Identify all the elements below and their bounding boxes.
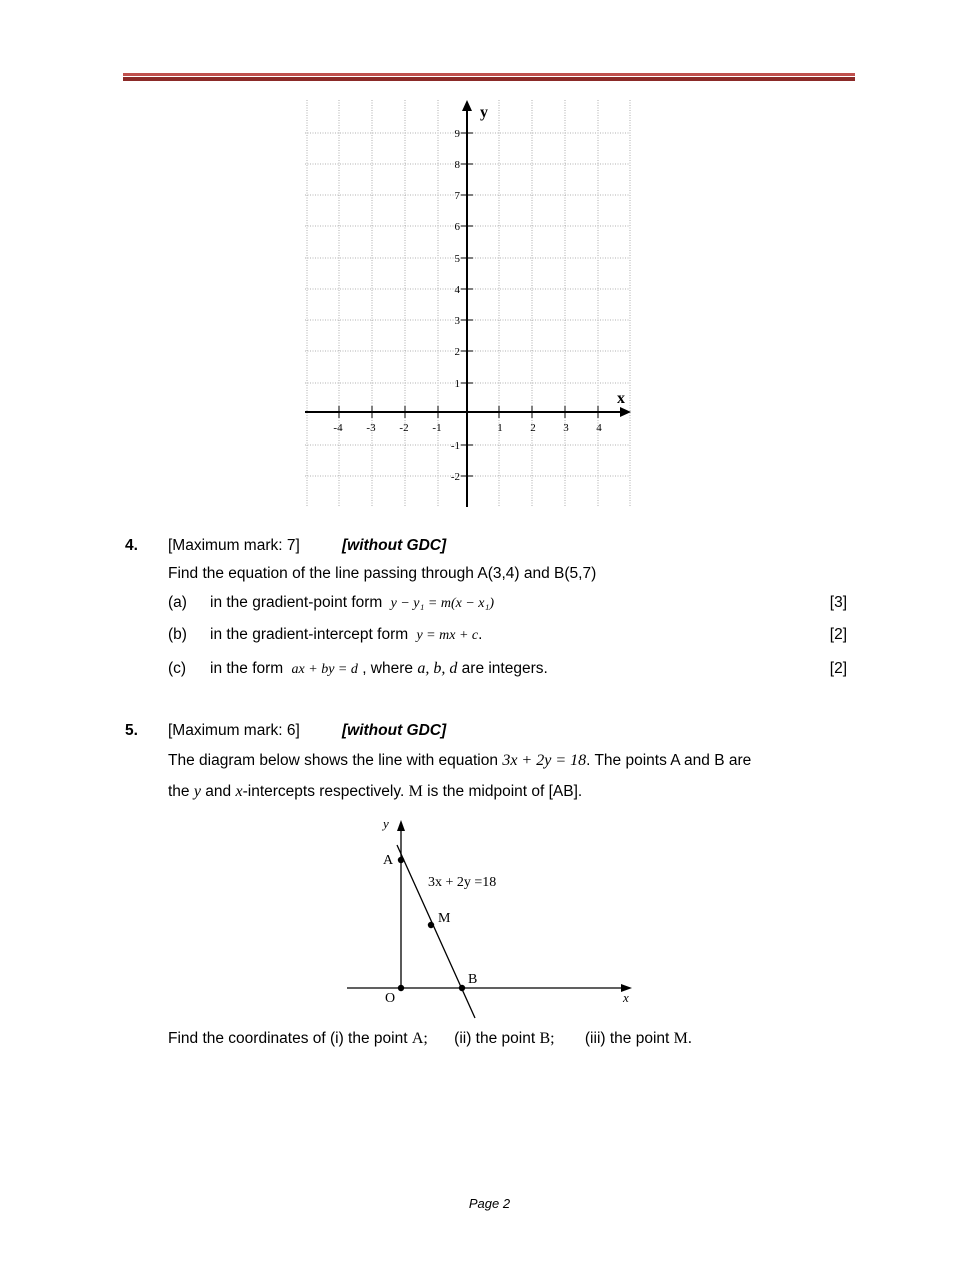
y-tick-label: 5	[454, 253, 460, 265]
q5-equation-label: 3x + 2y =18	[428, 875, 497, 890]
q5-line2-x: x	[235, 783, 243, 800]
q5-equation: 3x + 2y = 18	[502, 752, 587, 769]
q4a-label: (a)	[168, 594, 187, 611]
q4c-text	[210, 660, 548, 678]
q5-line-diagram	[340, 812, 640, 1024]
q5-line2	[168, 783, 582, 801]
y-tick-label: 4	[454, 284, 460, 296]
q5-line	[397, 845, 478, 1018]
q5-line2-a: the	[168, 783, 190, 800]
q5-b-label: B	[468, 972, 478, 987]
q4c-math: ax + by = d	[291, 662, 358, 677]
x-tick-label: -4	[333, 422, 343, 434]
q5-find-b-point: B;	[539, 1030, 555, 1047]
q4c-mark: [2]	[829, 660, 847, 677]
q5-m-label: M	[438, 911, 451, 926]
header-rule	[123, 73, 855, 76]
x-tick-label: 2	[530, 422, 536, 434]
q5-point-b	[459, 985, 465, 991]
q4c-tail2: are integers.	[461, 660, 548, 677]
q5-x-label: x	[623, 990, 629, 1005]
q4c-tail: , where	[362, 660, 414, 677]
x-tick-label: -1	[432, 422, 442, 434]
q5-find-a-point: A;	[411, 1030, 428, 1047]
x-tick-label: -3	[366, 422, 376, 434]
q4c-label: (c)	[168, 660, 187, 677]
q5-find-b: (ii) the point	[454, 1030, 536, 1047]
y-tick-label: 8	[454, 159, 460, 171]
q4b-description: in the gradient-intercept form	[210, 626, 409, 643]
q4a-math: y − y₁ = m(x − x₁)	[390, 596, 495, 611]
x-axis-label: x	[617, 390, 625, 407]
y-tick-label: -2	[450, 471, 460, 483]
q5-line2-y: y	[193, 783, 201, 800]
q5-a-label: A	[383, 853, 394, 868]
q5-line1-a: The diagram below shows the line with equation	[168, 752, 498, 769]
y-axis-arrow-icon	[462, 100, 472, 111]
q5-gdc: [without GDC]	[342, 722, 447, 739]
q4c-vars: a, b, d	[417, 660, 458, 677]
x-tick-label: 1	[497, 422, 503, 434]
q4-max-mark: [Maximum mark: 7]	[168, 537, 300, 554]
q5-find-c-point: M.	[673, 1030, 692, 1047]
y-tick-label: 3	[454, 315, 460, 327]
q5-find-a: Find the coordinates of (i) the point	[168, 1030, 408, 1047]
q4-intro: Find the equation of the line passing through A(3,4) and B(5,7)	[168, 565, 597, 582]
y-axis-label: y	[480, 104, 488, 121]
y-tick-label: 7	[454, 190, 460, 202]
q4a-description: in the gradient-point form	[210, 594, 383, 611]
y-tick-label: 9	[454, 128, 460, 140]
q5-find	[168, 1030, 692, 1048]
y-tick-label: 1	[454, 378, 460, 390]
q4b-math: y = mx + c	[416, 628, 479, 643]
q4-number: 4.	[125, 537, 138, 554]
x-axis-arrow-icon	[620, 407, 631, 417]
q5-point-a	[398, 857, 404, 863]
q5-y-arrow-icon	[397, 820, 405, 831]
header-rule-dark	[123, 77, 855, 81]
q4-gdc: [without GDC]	[342, 537, 447, 554]
y-tick-label: 2	[454, 346, 460, 358]
q4b-mark: [2]	[829, 626, 847, 643]
y-tick-label: 6	[454, 221, 460, 233]
q5-line2-c: -intercepts respectively.	[242, 783, 405, 800]
q4b-label: (b)	[168, 626, 187, 643]
q4a-text	[210, 594, 494, 612]
q5-line2-m: M	[408, 783, 423, 800]
q4b-text	[210, 626, 482, 644]
q4a-mark: [3]	[829, 594, 847, 611]
coordinate-grid	[300, 95, 640, 515]
q4b-tail: .	[478, 626, 483, 643]
q5-point-m	[428, 922, 434, 928]
q5-line1-b: . The points A and B are	[586, 752, 752, 769]
page-footer: Page 2	[468, 1196, 511, 1211]
q5-line2-d: is the midpoint of [AB].	[427, 783, 583, 800]
x-tick-label: -2	[399, 422, 409, 434]
y-tick-label: -1	[450, 440, 460, 452]
q5-max-mark: [Maximum mark: 6]	[168, 722, 300, 739]
q5-line1	[168, 752, 751, 770]
q5-line2-b: and	[205, 783, 232, 800]
q5-y-label: y	[383, 816, 389, 831]
q5-point-o	[398, 985, 404, 991]
q4c-description: in the form	[210, 660, 284, 677]
q5-find-c: (iii) the point	[584, 1030, 670, 1047]
x-tick-label: 3	[563, 422, 569, 434]
x-tick-label: 4	[596, 422, 602, 434]
q5-origin-label: O	[385, 991, 396, 1006]
q5-number: 5.	[125, 722, 138, 739]
y-tick-labels	[451, 128, 461, 483]
